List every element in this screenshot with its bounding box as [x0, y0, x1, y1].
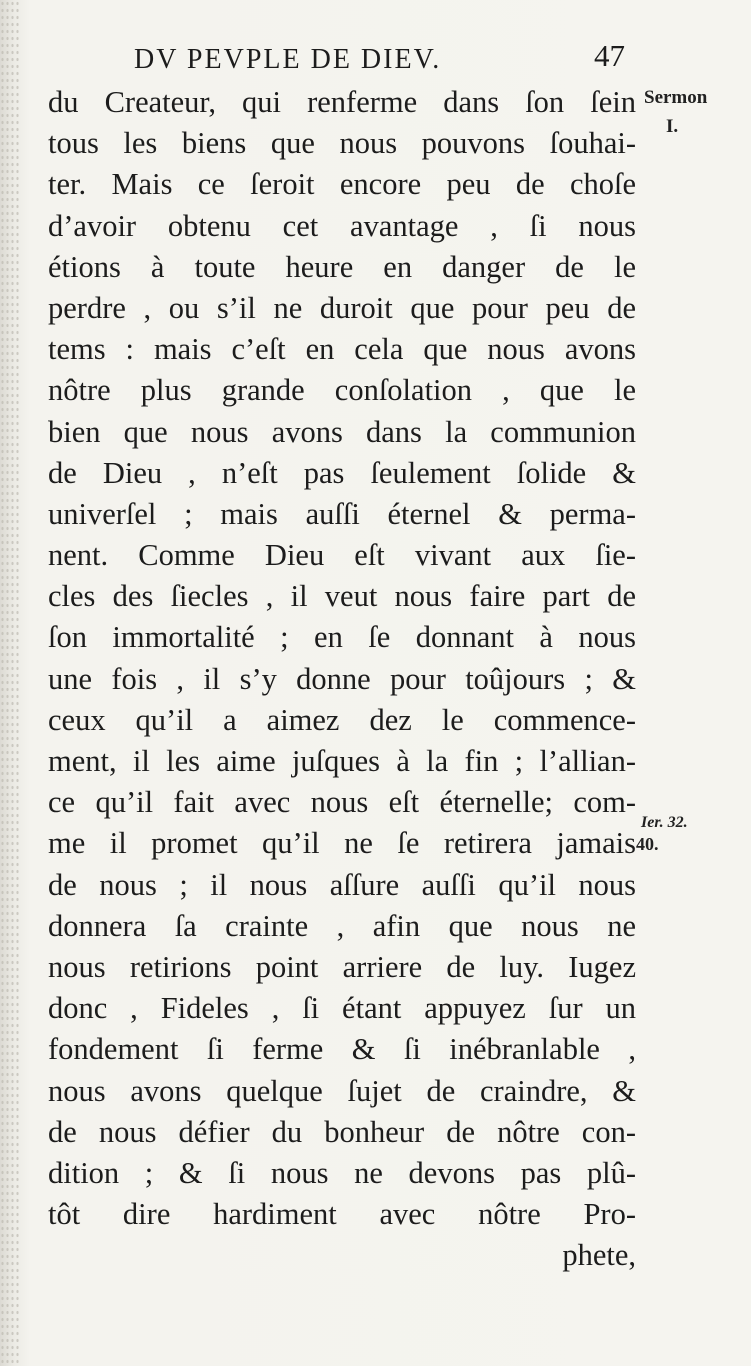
body-text	[48, 82, 636, 1276]
text-line: de Dieu , n’eſt pas ſeulement ſolide &	[48, 455, 636, 490]
text-line: tôt dire hardiment avec nôtre Pro-	[48, 1197, 636, 1232]
text-line: étions à toute heure en danger de le	[48, 249, 636, 284]
margin-note-sermon-number: I.	[666, 116, 679, 137]
text-line: donc , Fideles , ſi étant appuyez ſur un	[48, 991, 636, 1026]
text-line: tous les biens que nous pouvons ſouhai-	[48, 126, 636, 161]
text-line: de nous ; il nous aſſure auſſi qu’il nous	[48, 867, 636, 902]
text-line: ceux qu’il a aimez dez le commence-	[48, 702, 636, 737]
text-line: dition ; & ſi nous ne devons pas plû-	[48, 1155, 636, 1190]
text-line: univerſel ; mais auſſi éternel & perma-	[48, 496, 636, 531]
text-line: donnera ſa crainte , afin que nous ne	[48, 908, 636, 943]
text-line: nôtre plus grande conſolation , que le	[48, 373, 636, 408]
text-line: d’avoir obtenu cet avantage , ſi nous	[48, 208, 636, 243]
text-line: perdre , ou s’il ne duroit que pour peu de	[48, 290, 636, 325]
text-line: du Createur, qui renferme dans ſon ſein	[48, 85, 636, 119]
text-line: tems : mais c’eſt en cela que nous avons	[48, 332, 636, 367]
text-line: fondement ſi ferme & ſi inébranlable ,	[48, 1032, 636, 1067]
margin-note-reference-verse: 40.	[636, 834, 659, 854]
text-line: ſon immortalité ; en ſe donnant à nous	[48, 620, 636, 655]
margin-note-reference: Ier. 32.	[641, 814, 688, 831]
margin-note-sermon: Sermon	[644, 87, 708, 108]
gutter-shadow	[0, 0, 20, 1366]
text-line: une fois , il s’y donne pour toûjours ; &	[48, 661, 636, 696]
text-line: bien que nous avons dans la communion	[48, 414, 636, 449]
text-line: ce qu’il fait avec nous eſt éternelle; com-	[48, 785, 636, 820]
catchword: phete,	[562, 1238, 636, 1273]
text-line: me il promet qu’il ne ſe retirera jamais	[48, 826, 636, 861]
text-line: de nous défier du bonheur de nôtre con-	[48, 1114, 636, 1149]
running-head	[134, 38, 654, 84]
page-number: 47	[594, 38, 625, 73]
text-line: cles des ſiecles , il veut nous faire part de	[48, 579, 636, 614]
text-line: nent. Comme Dieu eſt vivant aux ſie-	[48, 538, 636, 573]
text-line: nous avons quelque ſujet de craindre, &	[48, 1073, 636, 1108]
text-line: ment, il les aime juſques à la fin ; l’allian-	[48, 744, 636, 778]
text-line: ter. Mais ce ſeroit encore peu de choſe	[48, 167, 636, 202]
running-title: DV PEVPLE DE DIEV.	[134, 44, 442, 75]
text-line: nous retirions point arriere de luy. Iugez	[48, 949, 636, 984]
